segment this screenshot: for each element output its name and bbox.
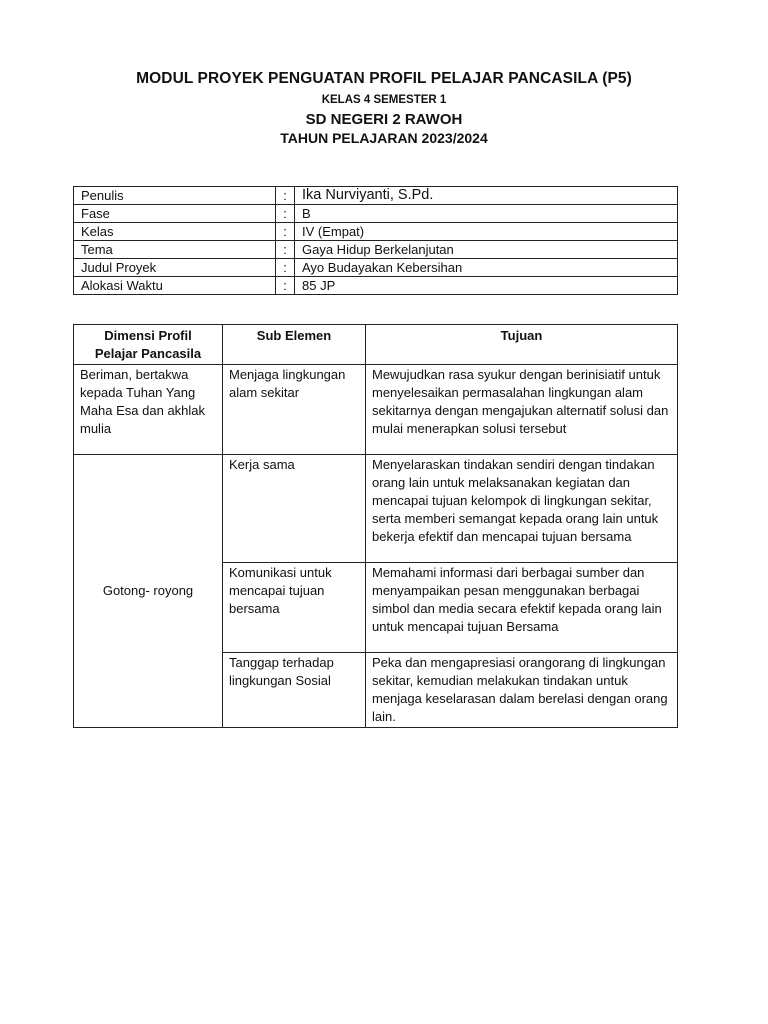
info-value: IV (Empat): [295, 223, 678, 241]
info-colon: :: [276, 187, 295, 205]
info-colon: :: [276, 241, 295, 259]
info-label: Alokasi Waktu: [74, 277, 276, 295]
table-header-row: [74, 325, 678, 365]
table-row: [74, 455, 678, 563]
header-tujuan: Tujuan: [366, 325, 678, 365]
info-value: Ayo Budayakan Kebersihan: [295, 259, 678, 277]
sub-elemen-cell: Menjaga lingkungan alam sekitar: [223, 365, 366, 455]
dimensi-cell: Gotong- royong: [74, 455, 223, 728]
info-row-tema: [74, 241, 678, 259]
info-row-fase: [74, 205, 678, 223]
info-row-alokasi-waktu: [74, 277, 678, 295]
project-info-table: [73, 186, 678, 295]
header-dimensi-line1: Dimensi Profil: [104, 328, 192, 343]
school-name: SD NEGERI 2 RAWOH: [305, 111, 463, 128]
sub-elemen-cell: Tanggap terhadap lingkungan Sosial: [223, 653, 366, 728]
info-label: Tema: [74, 241, 276, 259]
info-value: 85 JP: [295, 277, 678, 295]
sub-elemen-cell: Kerja sama: [223, 455, 366, 563]
info-label: Kelas: [74, 223, 276, 241]
info-colon: :: [276, 223, 295, 241]
info-label: Judul Proyek: [74, 259, 276, 277]
profile-dimension-table: [73, 324, 678, 728]
header-dimensi-line2: Pelajar Pancasila: [94, 346, 202, 361]
tujuan-cell: Memahami informasi dari berbagai sumber dan menyampaikan pesan menggunakan berbagai simbol dan media secara efektif kepada orang lain untuk mencapai tujuan Bersama: [366, 563, 678, 653]
tujuan-cell: Menyelaraskan tindakan sendiri dengan tindakan orang lain untuk melaksanakan kegiatan dan mencapai tujuan kelompok di lingkungan sekitar, serta memberi semangat kepada orang lain untuk bekerja efektif dan mencapai tujuan bersama: [366, 455, 678, 563]
info-value: B: [295, 205, 678, 223]
info-colon: :: [276, 277, 295, 295]
info-value: Ika Nurviyanti, S.Pd.: [295, 187, 678, 205]
class-semester: KELAS 4 SEMESTER 1: [321, 94, 447, 106]
info-row-penulis: [74, 187, 678, 205]
info-colon: :: [276, 259, 295, 277]
tujuan-cell: Mewujudkan rasa syukur dengan berinisiatif untuk menyelesaikan permasalahan lingkungan alam sekitarnya dengan mengajukan alternatif solusi dan mulai menerapkan solusi tersebut: [366, 365, 678, 455]
sub-elemen-cell: Komunikasi untuk mencapai tujuan bersama: [223, 563, 366, 653]
academic-year: TAHUN PELAJARAN 2023/2024: [280, 130, 488, 146]
header-sub-elemen: Sub Elemen: [223, 325, 366, 365]
info-row-kelas: [74, 223, 678, 241]
info-colon: :: [276, 205, 295, 223]
dimensi-cell: Beriman, bertakwa kepada Tuhan Yang Maha Esa dan akhlak mulia: [74, 365, 223, 455]
table-row: [74, 365, 678, 455]
module-title: MODUL PROYEK PENGUATAN PROFIL PELAJAR PANCASILA (P5): [136, 70, 632, 87]
info-row-judul-proyek: [74, 259, 678, 277]
tujuan-cell: Peka dan mengapresiasi orangorang di lingkungan sekitar, kemudian melakukan tindakan untuk menjaga keselarasan dalam berelasi dengan orang lain.: [366, 653, 678, 728]
info-value: Gaya Hidup Berkelanjutan: [295, 241, 678, 259]
info-label: Fase: [74, 205, 276, 223]
info-label: Penulis: [74, 187, 276, 205]
header-dimensi: [74, 325, 223, 365]
